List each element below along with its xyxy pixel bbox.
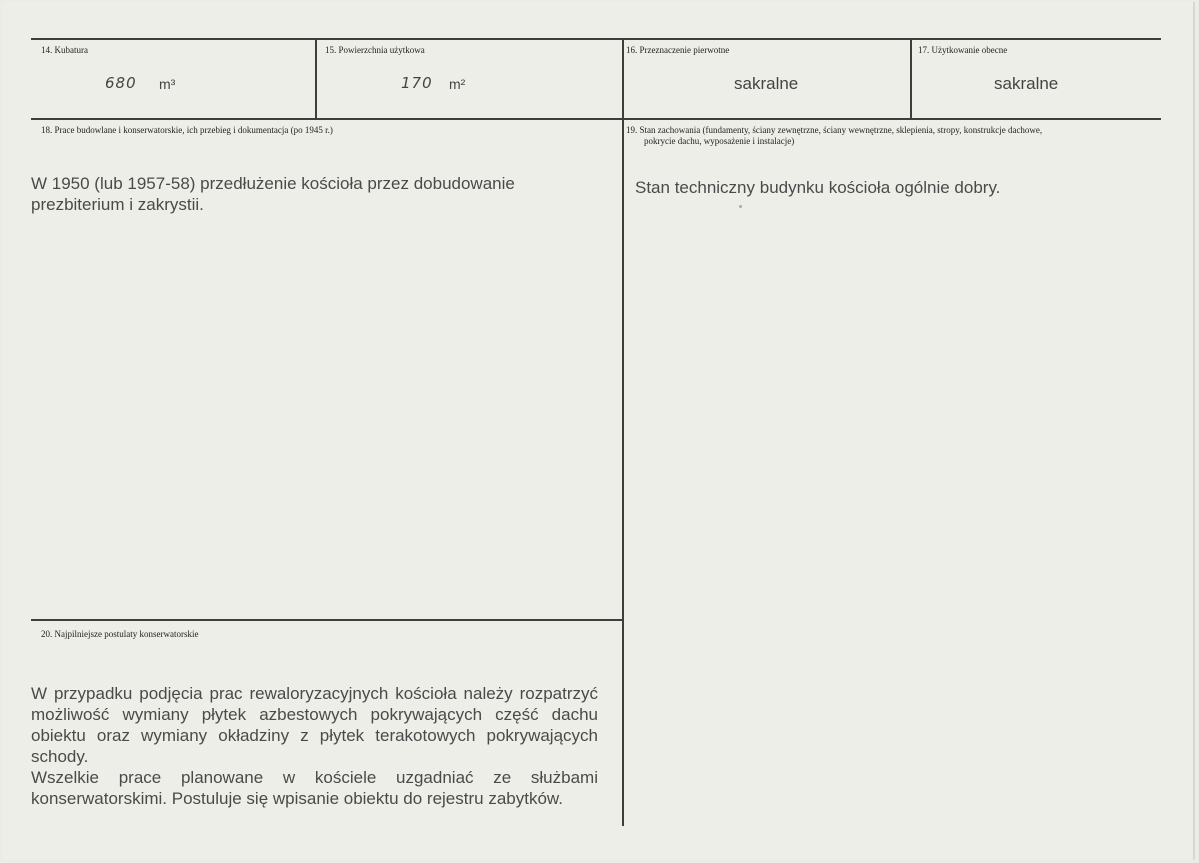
field-14-unit: m³ <box>159 76 176 92</box>
field-16-label: 16. Przeznaczenie pierwotne <box>626 45 730 55</box>
field-18-text: W 1950 (lub 1957-58) przedłużenie kościoła przez dobudowanie prezbiterium i zakrystii. <box>31 174 515 214</box>
field-17-value: sakralne <box>994 74 1059 93</box>
divider-16-17 <box>910 38 912 120</box>
field-16-value: sakralne <box>734 74 799 93</box>
field-20-paragraph-2 <box>31 767 598 809</box>
f18-bottom-rule <box>31 619 623 621</box>
field-14-label: 14. Kubatura <box>41 45 88 55</box>
field-19-label-line2: pokrycie dachu, wyposażenie i instalacje) <box>644 136 795 146</box>
field-14-value: 680 <box>105 74 137 92</box>
speck <box>739 205 742 208</box>
divider-14-15 <box>315 38 317 120</box>
field-19-text: Stan techniczny budynku kościoła ogólnie dobry. <box>635 178 1001 197</box>
field-18-label: 18. Prace budowlane i konserwatorskie, ich przebieg i dokumentacja (po 1945 r.) <box>41 125 333 135</box>
top-rule <box>31 38 1161 40</box>
divider-15-16 <box>622 38 624 826</box>
field-19-label-line1: 19. Stan zachowania (fundamenty, ściany zewnętrzne, ściany wewnętrzne, sklepienia, stropy, konstrukcje dachowe, <box>626 125 1043 135</box>
field-20-paragraph-1: W przypadku podjęcia prac rewaloryzacyjnych kościoła należy rozpatrzyć możliwość wymiany płytek azbestowych pokrywających część dachu obiektu oraz wymiany okładziny z płytek terakotowych pokrywających schody. <box>31 684 598 766</box>
field-19-label <box>626 125 1156 147</box>
field-15-unit: m² <box>449 76 466 92</box>
field-20-paragraph-2-text: Wszelkie prace planowane w kościele uzgadniać ze służbami konserwatorskimi. Postuluje się wpisanie obiektu do rejestru zabytków. <box>31 768 598 808</box>
field-17-label: 17. Użytkowanie obecne <box>918 45 1008 55</box>
field-15-label: 15. Powierzchnia użytkowa <box>325 45 425 55</box>
row1-bottom-rule <box>31 118 1161 120</box>
form-sheet <box>3 2 1195 860</box>
field-20-label: 20. Najpilniejsze postulaty konserwatorskie <box>41 629 199 639</box>
field-15-value: 170 <box>401 74 433 92</box>
